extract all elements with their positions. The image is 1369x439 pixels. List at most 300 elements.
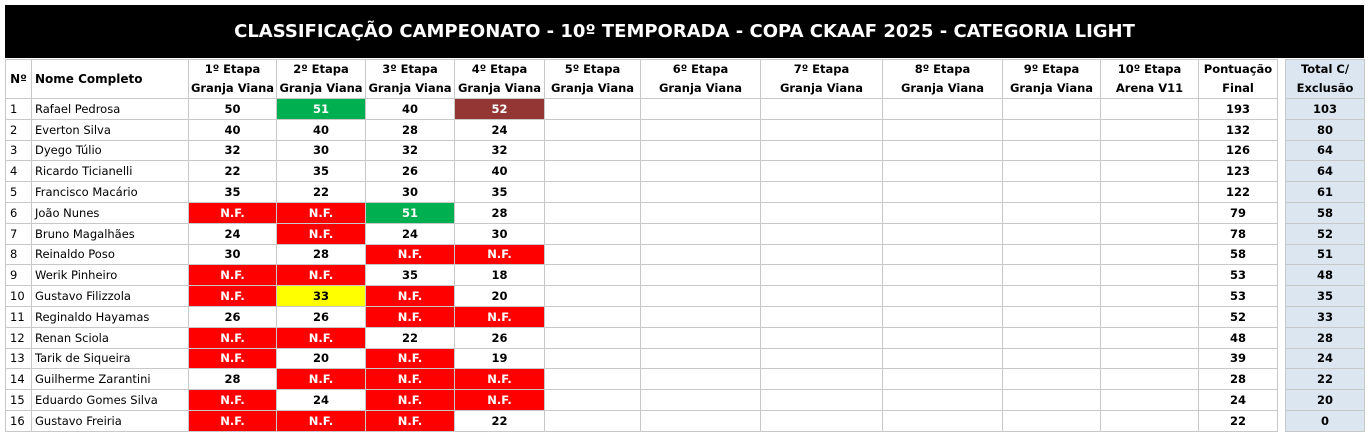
stage-label: 9º Etapa <box>1023 62 1080 76</box>
total-score: 58 <box>1286 202 1365 223</box>
final-score: 24 <box>1199 390 1278 411</box>
stage-score: N.F. <box>366 306 455 327</box>
row-number: 8 <box>6 244 32 265</box>
col-header-stage-3 <box>366 60 455 99</box>
stage-score-empty <box>641 306 761 327</box>
stage-score-empty <box>761 265 883 286</box>
row-number: 11 <box>6 306 32 327</box>
driver-name: Dyego Túlio <box>32 140 189 161</box>
stage-score-empty <box>1003 202 1101 223</box>
column-spacer <box>1278 202 1286 223</box>
stage-score: 28 <box>455 202 545 223</box>
total-score: 64 <box>1286 161 1365 182</box>
final-header-text: Final <box>1222 81 1254 95</box>
stage-label: 8º Etapa <box>914 62 971 76</box>
column-spacer <box>1278 306 1286 327</box>
row-number: 16 <box>6 410 32 431</box>
final-score: 48 <box>1199 327 1278 348</box>
header-row <box>6 60 1365 99</box>
stage-score: 18 <box>455 265 545 286</box>
stage-score: 22 <box>366 327 455 348</box>
stage-label: 1º Etapa <box>204 62 261 76</box>
column-spacer <box>1278 60 1286 99</box>
driver-name: Reginaldo Hayamas <box>32 306 189 327</box>
stage-score: 24 <box>189 223 277 244</box>
stage-score-empty <box>545 182 641 203</box>
total-score: 33 <box>1286 306 1365 327</box>
row-number: 13 <box>6 348 32 369</box>
total-score: 0 <box>1286 410 1365 431</box>
stage-score-empty <box>641 265 761 286</box>
stage-score-empty <box>883 223 1003 244</box>
column-spacer <box>1278 286 1286 307</box>
stage-score: N.F. <box>455 369 545 390</box>
stage-score: 28 <box>277 244 366 265</box>
stage-score: 32 <box>366 140 455 161</box>
driver-name: Werik Pinheiro <box>32 265 189 286</box>
total-score: 24 <box>1286 348 1365 369</box>
stage-score-empty <box>1003 223 1101 244</box>
final-score: 39 <box>1199 348 1278 369</box>
standings-body <box>6 99 1365 432</box>
stage-score: N.F. <box>366 369 455 390</box>
stage-score-empty <box>761 410 883 431</box>
total-score: 48 <box>1286 265 1365 286</box>
column-spacer <box>1278 265 1286 286</box>
total-score: 20 <box>1286 390 1365 411</box>
stage-score-empty <box>883 182 1003 203</box>
stage-score-empty <box>641 286 761 307</box>
stage-venue: Granja Viana <box>368 81 452 95</box>
column-spacer <box>1278 348 1286 369</box>
table-row <box>6 99 1365 120</box>
stage-score-empty <box>1101 327 1199 348</box>
stage-score-empty <box>545 202 641 223</box>
table-row <box>6 140 1365 161</box>
stage-score-empty <box>1101 348 1199 369</box>
driver-name: Gustavo Freiria <box>32 410 189 431</box>
stage-score: N.F. <box>189 265 277 286</box>
stage-score-empty <box>641 202 761 223</box>
stage-score: 28 <box>189 369 277 390</box>
final-score: 28 <box>1199 369 1278 390</box>
row-number: 5 <box>6 182 32 203</box>
driver-name: Gustavo Filizzola <box>32 286 189 307</box>
row-number: 10 <box>6 286 32 307</box>
column-spacer <box>1278 223 1286 244</box>
row-number: 14 <box>6 369 32 390</box>
stage-score-empty <box>1003 182 1101 203</box>
stage-score: N.F. <box>277 202 366 223</box>
standings-table <box>5 59 1365 432</box>
total-score: 61 <box>1286 182 1365 203</box>
col-header-stage-6 <box>641 60 761 99</box>
row-number: 6 <box>6 202 32 223</box>
stage-score-empty <box>761 244 883 265</box>
total-score: 103 <box>1286 99 1365 120</box>
stage-score-empty <box>761 223 883 244</box>
stage-score-empty <box>545 348 641 369</box>
stage-label: 2º Etapa <box>293 62 349 76</box>
driver-name: Everton Silva <box>32 119 189 140</box>
stage-score-empty <box>1003 390 1101 411</box>
column-spacer <box>1278 244 1286 265</box>
stage-score-empty <box>883 369 1003 390</box>
stage-score-empty <box>1101 244 1199 265</box>
total-score: 28 <box>1286 327 1365 348</box>
stage-venue: Granja Viana <box>550 81 635 95</box>
stage-score: 32 <box>189 140 277 161</box>
stage-score-empty <box>761 202 883 223</box>
stage-score-empty <box>761 369 883 390</box>
stage-score: N.F. <box>366 390 455 411</box>
stage-venue: Granja Viana <box>457 81 542 95</box>
stage-score-empty <box>761 327 883 348</box>
stage-venue: Granja Viana <box>779 81 864 95</box>
total-header-text: Exclusão <box>1296 81 1354 95</box>
stage-score: N.F. <box>189 348 277 369</box>
stage-label: 10º Etapa <box>1117 62 1182 76</box>
stage-score: 40 <box>455 161 545 182</box>
stage-score: N.F. <box>277 369 366 390</box>
stage-score-empty <box>641 348 761 369</box>
stage-score-empty <box>545 119 641 140</box>
stage-score-empty <box>641 390 761 411</box>
stage-score: 51 <box>277 99 366 120</box>
stage-score-empty <box>761 161 883 182</box>
stage-score: 50 <box>189 99 277 120</box>
stage-score-empty <box>1003 140 1101 161</box>
stage-score-empty <box>545 140 641 161</box>
stage-score-empty <box>545 306 641 327</box>
final-score: 52 <box>1199 306 1278 327</box>
final-score: 53 <box>1199 286 1278 307</box>
column-spacer <box>1278 390 1286 411</box>
stage-score: N.F. <box>189 390 277 411</box>
stage-score: 40 <box>366 99 455 120</box>
final-score: 22 <box>1199 410 1278 431</box>
stage-score-empty <box>883 306 1003 327</box>
stage-score-empty <box>1003 348 1101 369</box>
table-row <box>6 161 1365 182</box>
column-spacer <box>1278 369 1286 390</box>
stage-score-empty <box>883 410 1003 431</box>
col-header-total <box>1286 60 1365 99</box>
stage-score-empty <box>883 348 1003 369</box>
driver-name: Francisco Macário <box>32 182 189 203</box>
stage-score-empty <box>1003 244 1101 265</box>
driver-name: Bruno Magalhães <box>32 223 189 244</box>
stage-score-empty <box>1003 119 1101 140</box>
stage-score-empty <box>883 286 1003 307</box>
stage-score: N.F. <box>455 306 545 327</box>
stage-score-empty <box>883 390 1003 411</box>
stage-score-empty <box>1101 119 1199 140</box>
stage-score-empty <box>1101 182 1199 203</box>
stage-score: 19 <box>455 348 545 369</box>
stage-score-empty <box>545 286 641 307</box>
col-header-stage-10 <box>1101 60 1199 99</box>
stage-score-empty <box>761 119 883 140</box>
sheet-title: CLASSIFICAÇÃO CAMPEONATO - 10º TEMPORADA - COPA CKAAF 2025 - CATEGORIA LIGHT <box>5 5 1364 58</box>
stage-score: 40 <box>189 119 277 140</box>
stage-venue: Granja Viana <box>190 81 275 95</box>
column-spacer <box>1278 327 1286 348</box>
stage-score-empty <box>545 369 641 390</box>
stage-score: N.F. <box>189 286 277 307</box>
stage-score-empty <box>1101 286 1199 307</box>
table-row <box>6 244 1365 265</box>
stage-score: 33 <box>277 286 366 307</box>
stage-score: N.F. <box>366 348 455 369</box>
total-score: 51 <box>1286 244 1365 265</box>
stage-score-empty <box>1101 140 1199 161</box>
standings-sheet <box>5 5 1364 432</box>
stage-score-empty <box>1101 99 1199 120</box>
stage-score: 51 <box>366 202 455 223</box>
stage-score: 30 <box>277 140 366 161</box>
stage-score: 24 <box>277 390 366 411</box>
row-number: 3 <box>6 140 32 161</box>
stage-venue: Granja Viana <box>1009 81 1094 95</box>
stage-score: N.F. <box>366 286 455 307</box>
stage-score-empty <box>545 223 641 244</box>
driver-name: Guilherme Zarantini <box>32 369 189 390</box>
column-spacer <box>1278 182 1286 203</box>
column-spacer <box>1278 161 1286 182</box>
stage-score-empty <box>883 202 1003 223</box>
stage-score-empty <box>641 182 761 203</box>
stage-venue: Granja Viana <box>900 81 985 95</box>
stage-venue: Arena V11 <box>1115 81 1184 95</box>
stage-score-empty <box>641 369 761 390</box>
total-header-text: Total C/ <box>1300 62 1350 76</box>
col-header-stage-8 <box>883 60 1003 99</box>
stage-score: 20 <box>277 348 366 369</box>
stage-score: 35 <box>277 161 366 182</box>
stage-score-empty <box>1003 306 1101 327</box>
stage-score: 22 <box>189 161 277 182</box>
total-score: 52 <box>1286 223 1365 244</box>
stage-score-empty <box>883 119 1003 140</box>
stage-score: 30 <box>189 244 277 265</box>
final-score: 193 <box>1199 99 1278 120</box>
stage-score: 24 <box>366 223 455 244</box>
final-score: 53 <box>1199 265 1278 286</box>
stage-score: N.F. <box>366 244 455 265</box>
final-score: 58 <box>1199 244 1278 265</box>
stage-score-empty <box>545 244 641 265</box>
stage-score: 30 <box>455 223 545 244</box>
total-score: 64 <box>1286 140 1365 161</box>
col-header-stage-9 <box>1003 60 1101 99</box>
stage-score: 35 <box>366 265 455 286</box>
stage-score-empty <box>1101 202 1199 223</box>
stage-score: N.F. <box>189 327 277 348</box>
col-header-num: Nº <box>6 60 32 99</box>
row-number: 4 <box>6 161 32 182</box>
driver-name: Ricardo Ticianelli <box>32 161 189 182</box>
col-header-stage-2 <box>277 60 366 99</box>
stage-score: 52 <box>455 99 545 120</box>
stage-score: 30 <box>366 182 455 203</box>
stage-score-empty <box>883 161 1003 182</box>
stage-score: 24 <box>455 119 545 140</box>
table-row <box>6 306 1365 327</box>
table-row <box>6 410 1365 431</box>
stage-score-empty <box>1101 265 1199 286</box>
table-row <box>6 265 1365 286</box>
table-row <box>6 369 1365 390</box>
stage-score-empty <box>545 99 641 120</box>
stage-score-empty <box>1003 369 1101 390</box>
stage-score: 26 <box>455 327 545 348</box>
column-spacer <box>1278 119 1286 140</box>
stage-label: 4º Etapa <box>471 62 528 76</box>
stage-score-empty <box>641 327 761 348</box>
stage-score-empty <box>641 119 761 140</box>
stage-score-empty <box>883 140 1003 161</box>
stage-score: 20 <box>455 286 545 307</box>
final-header-text: Pontuação <box>1203 62 1273 76</box>
driver-name: Rafael Pedrosa <box>32 99 189 120</box>
stage-score-empty <box>1101 369 1199 390</box>
stage-score-empty <box>1003 410 1101 431</box>
stage-score: 28 <box>366 119 455 140</box>
stage-score: N.F. <box>277 327 366 348</box>
col-header-stage-7 <box>761 60 883 99</box>
stage-score: 22 <box>277 182 366 203</box>
stage-score-empty <box>545 410 641 431</box>
driver-name: Tarik de Siqueira <box>32 348 189 369</box>
stage-score-empty <box>545 390 641 411</box>
final-score: 132 <box>1199 119 1278 140</box>
stage-score: N.F. <box>189 410 277 431</box>
total-score: 22 <box>1286 369 1365 390</box>
final-score: 78 <box>1199 223 1278 244</box>
driver-name: João Nunes <box>32 202 189 223</box>
row-number: 9 <box>6 265 32 286</box>
col-header-stage-4 <box>455 60 545 99</box>
stage-score-empty <box>883 99 1003 120</box>
stage-score-empty <box>641 99 761 120</box>
stage-score-empty <box>761 182 883 203</box>
stage-score-empty <box>641 244 761 265</box>
stage-score-empty <box>883 265 1003 286</box>
stage-score-empty <box>1101 410 1199 431</box>
row-number: 1 <box>6 99 32 120</box>
stage-score-empty <box>761 286 883 307</box>
total-score: 35 <box>1286 286 1365 307</box>
stage-score: N.F. <box>189 202 277 223</box>
stage-score-empty <box>1101 390 1199 411</box>
final-score: 123 <box>1199 161 1278 182</box>
stage-score: N.F. <box>455 244 545 265</box>
stage-score: 40 <box>277 119 366 140</box>
total-score: 80 <box>1286 119 1365 140</box>
row-number: 2 <box>6 119 32 140</box>
stage-score-empty <box>641 223 761 244</box>
column-spacer <box>1278 140 1286 161</box>
stage-score: 26 <box>366 161 455 182</box>
table-row <box>6 202 1365 223</box>
stage-score-empty <box>1003 327 1101 348</box>
stage-score-empty <box>545 265 641 286</box>
table-row <box>6 119 1365 140</box>
col-header-name: Nome Completo <box>32 60 189 99</box>
stage-score-empty <box>545 327 641 348</box>
stage-score: N.F. <box>277 410 366 431</box>
stage-score: 35 <box>455 182 545 203</box>
stage-score-empty <box>1003 99 1101 120</box>
stage-score-empty <box>641 410 761 431</box>
stage-score: N.F. <box>277 223 366 244</box>
driver-name: Renan Sciola <box>32 327 189 348</box>
stage-score: N.F. <box>455 390 545 411</box>
stage-score-empty <box>1003 265 1101 286</box>
stage-score: 26 <box>189 306 277 327</box>
col-header-stage-5 <box>545 60 641 99</box>
stage-score-empty <box>761 390 883 411</box>
stage-score-empty <box>1101 223 1199 244</box>
col-header-stage-1 <box>189 60 277 99</box>
driver-name: Eduardo Gomes Silva <box>32 390 189 411</box>
column-spacer <box>1278 99 1286 120</box>
stage-score-empty <box>761 306 883 327</box>
driver-name: Reinaldo Poso <box>32 244 189 265</box>
stage-venue: Granja Viana <box>279 81 363 95</box>
final-score: 79 <box>1199 202 1278 223</box>
stage-score-empty <box>641 161 761 182</box>
stage-label: 5º Etapa <box>564 62 621 76</box>
final-score: 122 <box>1199 182 1278 203</box>
col-header-final <box>1199 60 1278 99</box>
stage-label: 3º Etapa <box>382 62 438 76</box>
stage-score: N.F. <box>277 265 366 286</box>
stage-label: 7º Etapa <box>793 62 850 76</box>
stage-score-empty <box>761 140 883 161</box>
stage-score: 35 <box>189 182 277 203</box>
stage-score-empty <box>883 244 1003 265</box>
stage-score-empty <box>641 140 761 161</box>
table-row <box>6 286 1365 307</box>
stage-score: 22 <box>455 410 545 431</box>
stage-score-empty <box>545 161 641 182</box>
final-score: 126 <box>1199 140 1278 161</box>
stage-score-empty <box>883 327 1003 348</box>
stage-score-empty <box>1101 161 1199 182</box>
stage-venue: Granja Viana <box>658 81 743 95</box>
stage-label: 6º Etapa <box>672 62 729 76</box>
table-row <box>6 390 1365 411</box>
row-number: 15 <box>6 390 32 411</box>
table-row <box>6 348 1365 369</box>
row-number: 7 <box>6 223 32 244</box>
table-row <box>6 327 1365 348</box>
stage-score-empty <box>761 348 883 369</box>
stage-score: N.F. <box>366 410 455 431</box>
stage-score-empty <box>1003 161 1101 182</box>
table-row <box>6 182 1365 203</box>
stage-score: 32 <box>455 140 545 161</box>
column-spacer <box>1278 410 1286 431</box>
row-number: 12 <box>6 327 32 348</box>
table-row <box>6 223 1365 244</box>
stage-score-empty <box>1101 306 1199 327</box>
stage-score: 26 <box>277 306 366 327</box>
stage-score-empty <box>761 99 883 120</box>
stage-score-empty <box>1003 286 1101 307</box>
